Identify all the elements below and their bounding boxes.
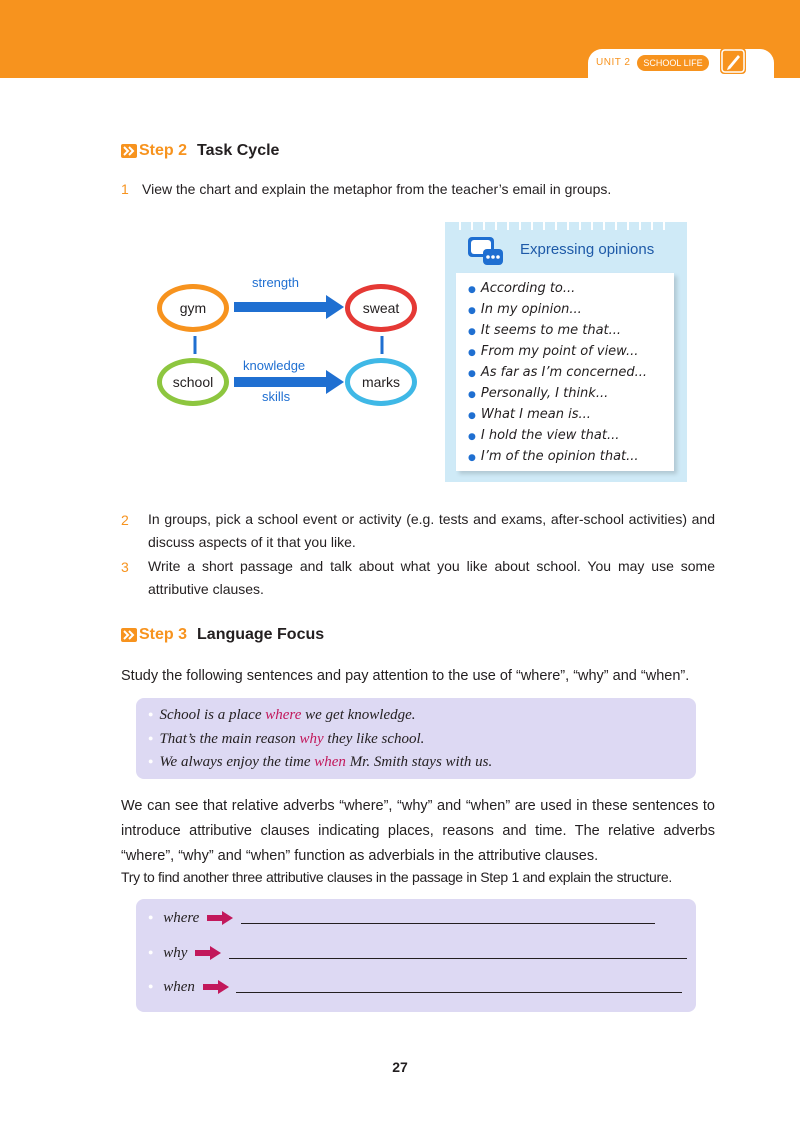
unit-label: UNIT 2 xyxy=(596,57,631,68)
step-arrow-icon xyxy=(121,628,137,642)
step-arrow-icon xyxy=(121,144,137,158)
example-sentence: ● School is a place where we get knowledge. xyxy=(148,707,416,724)
item-number: 3 xyxy=(121,559,129,575)
step3-task: Try to find another three attributive clauses in the passage in Step 1 and explain the structure. xyxy=(121,869,672,885)
label-knowledge: knowledge xyxy=(243,358,306,373)
node-sweat: sweat xyxy=(345,284,417,332)
answer-blank[interactable] xyxy=(229,944,687,959)
example-sentence: ● We always enjoy the time when Mr. Smith stays with us. xyxy=(148,754,492,771)
answer-line-when: ● when xyxy=(148,978,682,999)
keyword: when xyxy=(314,754,346,770)
opinion-item: ● As far as I’m concerned... xyxy=(468,365,647,380)
opinion-title: Expressing opinions xyxy=(520,241,655,258)
keyword: why xyxy=(299,731,324,747)
opinion-item: ● In my opinion... xyxy=(468,302,582,317)
answer-line-where: ● where xyxy=(148,909,655,930)
opinion-item: ● According to... xyxy=(468,281,575,296)
arrow-right-icon xyxy=(195,946,221,965)
opinion-item: ● From my point of view... xyxy=(468,344,638,359)
unit-badge: SCHOOL LIFE xyxy=(637,55,709,71)
answer-line-why: ● why xyxy=(148,944,687,965)
opinion-item: ● It seems to me that... xyxy=(468,323,621,338)
node-school: school xyxy=(157,358,229,406)
keyword: where xyxy=(265,707,302,723)
arrow-right-icon xyxy=(207,911,233,930)
item-text: In groups, pick a school event or activity (e.g. tests and exams, after-school activities) and discuss aspects of it that you like. xyxy=(148,511,715,550)
step3-intro: Study the following sentences and pay attention to the use of “where”, “why” and “when”. xyxy=(121,668,690,684)
example-sentence: ● That’s the main reason why they like school. xyxy=(148,731,424,748)
pen-icon xyxy=(720,48,746,74)
step2-label: Step 2 xyxy=(139,142,188,159)
step3-label: Step 3 xyxy=(139,626,188,643)
node-marks: marks xyxy=(345,358,417,406)
step3-explanation: We can see that relative adverbs “where”, “why” and “when” are used in these sentences to introduce attributive clauses indicating places, reasons and time. The relative adverbs “where”, “why” and “when” function as adverbials in the attributive clauses. xyxy=(121,798,715,864)
item-number: 1 xyxy=(121,181,129,197)
opinion-item: ● I’m of the opinion that... xyxy=(468,449,639,464)
answer-blank[interactable] xyxy=(241,909,655,924)
page-number: 27 xyxy=(392,1059,408,1075)
step3-heading xyxy=(121,623,324,647)
label-skills: skills xyxy=(262,389,291,404)
node-gym: gym xyxy=(157,284,229,332)
step2-heading xyxy=(121,139,279,163)
chat-bubbles-icon xyxy=(467,235,505,274)
opinion-item: ● I hold the view that... xyxy=(468,428,619,443)
label-strength: strength xyxy=(252,275,299,290)
item-number: 2 xyxy=(121,512,129,528)
opinion-item: ● Personally, I think... xyxy=(468,386,608,401)
opinion-item: ● What I mean is... xyxy=(468,407,591,422)
arrow-strength-icon xyxy=(234,295,344,319)
item-text: View the chart and explain the metaphor from the teacher’s email in groups. xyxy=(142,181,612,197)
arrow-right-icon xyxy=(203,980,229,999)
step2-title: Task Cycle xyxy=(197,142,280,159)
item-text: Write a short passage and talk about what you like about school. You may use some attributive clauses. xyxy=(148,558,715,597)
step3-title: Language Focus xyxy=(197,626,325,643)
answer-blank[interactable] xyxy=(236,978,682,993)
